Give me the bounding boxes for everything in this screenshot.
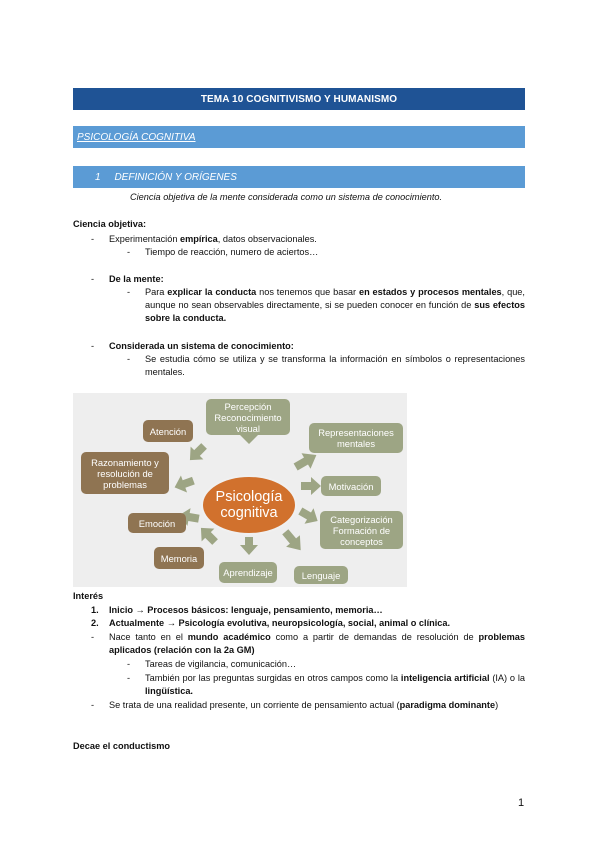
section-heading-text: PSICOLOGÍA COGNITIVA — [77, 131, 196, 143]
bullet-dash: - — [91, 274, 95, 284]
ciencia-heading: Ciencia objetiva: — [73, 219, 147, 229]
sub-bullet-dash: - — [127, 247, 131, 257]
node-memoria: Memoria — [154, 547, 204, 569]
node-razonamiento: Razonamiento y resolución de problemas — [81, 452, 169, 494]
node-aprendizaje: Aprendizaje — [219, 562, 277, 583]
interes-item-2: Actualmente → Psicología evolutiva, neuropsicología, social, animal o clínica. — [109, 618, 451, 628]
interes-item-3: Nace tanto en el mundo académico como a partir de demandas de resolución de problemas aplicados (relación con la 2a GM) — [109, 632, 525, 655]
node-categorizacion: Categorización Formación de conceptos — [320, 511, 403, 549]
concept-diagram — [73, 393, 407, 587]
subsection-heading-text: 1 DEFINICIÓN Y ORÍGENES — [95, 171, 237, 183]
bullet-dash: - — [91, 341, 95, 351]
arrow-aprendizaje — [240, 537, 258, 555]
interes-subitem-2: También por las preguntas surgidas en otros campos como la inteligencia artificial (IA) o la lingüística. — [145, 673, 525, 696]
sistema-heading: Considerada un sistema de conocimiento: — [109, 341, 294, 351]
sub-bullet-dash: - — [127, 659, 131, 669]
mente-paragraph: Para explicar la conducta nos tenemos que basar en estados y procesos mentales, que, aunque no sean observables directamente, si se pueden conocer en función de sus efectos sobre la conducta. — [145, 287, 525, 323]
node-atencion: Atención — [143, 420, 193, 442]
node-motivacion: Motivación — [321, 476, 381, 496]
sistema-paragraph: Se estudia cómo se utiliza y se transforma la información en símbolos o representaciones mentales. — [145, 354, 525, 377]
ciencia-item: Experimentación empírica, datos observacionales. — [109, 234, 317, 244]
node-lenguaje: Lenguaje — [294, 566, 348, 584]
interes-item-1: Inicio → Procesos básicos: lenguaje, pensamiento, memoria… — [109, 605, 383, 615]
arrow-razonamiento — [172, 472, 197, 496]
arrow-atencion — [184, 440, 211, 467]
decae-heading: Decae el conductismo — [73, 741, 171, 751]
bullet-dash: - — [91, 632, 95, 642]
bullet-dash: - — [91, 700, 95, 710]
ciencia-subitem: Tiempo de reacción, numero de aciertos… — [145, 247, 319, 257]
page-number: 1 — [518, 797, 525, 809]
list-number: 1. — [91, 605, 99, 615]
section-heading — [73, 126, 525, 148]
bullet-dash: - — [91, 234, 95, 244]
sub-bullet-dash: - — [127, 673, 131, 683]
sub-bullet-dash: - — [127, 287, 131, 297]
mente-heading: De la mente: — [109, 274, 164, 284]
list-number: 2. — [91, 618, 99, 628]
subsection-heading — [73, 166, 525, 188]
sub-bullet-dash: - — [127, 354, 131, 364]
arrow-motivacion — [301, 477, 321, 495]
interes-heading: Interés — [73, 591, 104, 601]
node-emocion: Emoción — [128, 513, 186, 533]
diagram-center-node: Psicología cognitiva — [201, 475, 297, 535]
interes-item-4: Se trata de una realidad presente, un corriente de pensamiento actual (paradigma dominante) — [109, 700, 499, 710]
interes-subitem-1: Tareas de vigilancia, comunicación… — [145, 659, 297, 669]
arrow-lenguaje — [278, 526, 307, 556]
intro-definition: Ciencia objetiva de la mente considerada como un sistema de conocimiento. — [130, 192, 443, 202]
node-representaciones: Representaciones mentales — [309, 423, 403, 453]
document-title: TEMA 10 COGNITIVISMO Y HUMANISMO — [73, 88, 525, 110]
node-percepcion: Percepción Reconocimiento visual — [206, 399, 290, 435]
arrow-categorizacion — [296, 503, 322, 529]
